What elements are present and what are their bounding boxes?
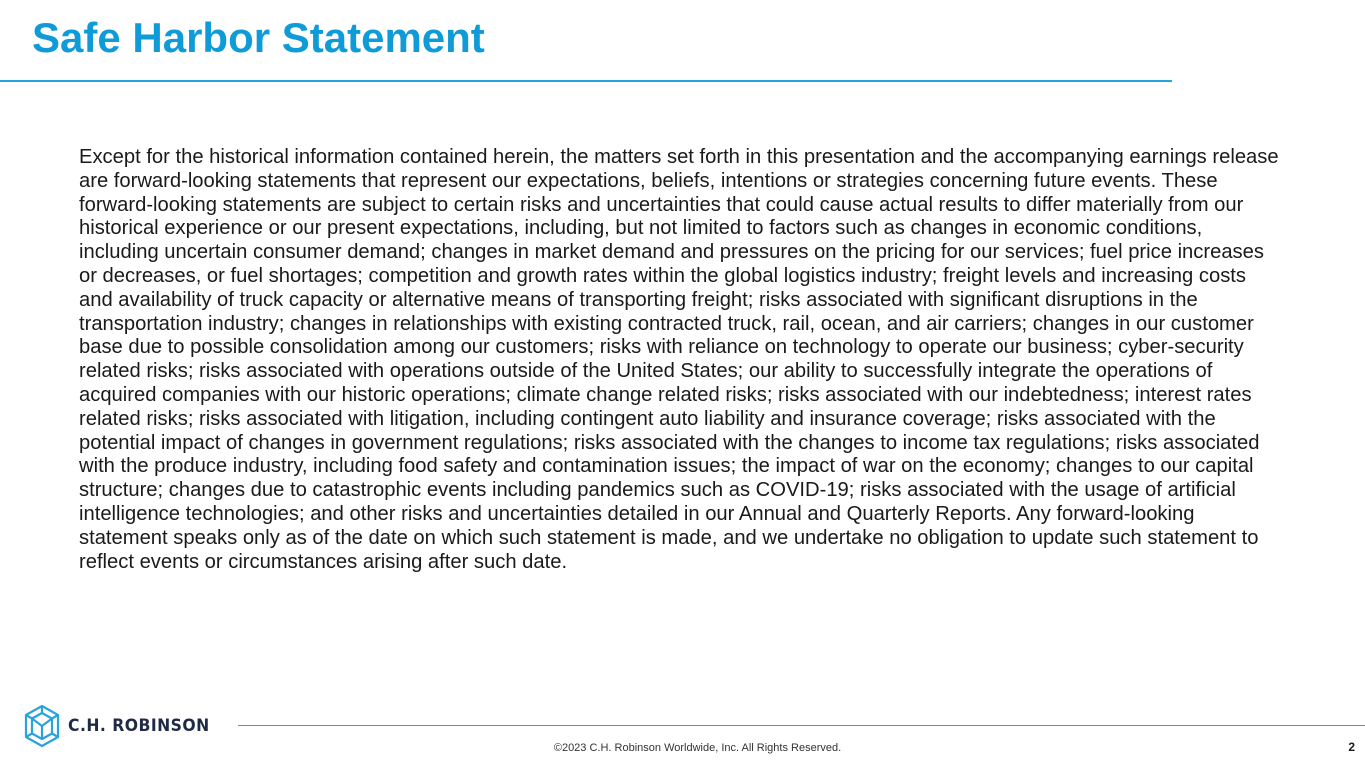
page-number: 2: [1348, 740, 1355, 754]
footer-divider: [238, 725, 1365, 726]
page-title: Safe Harbor Statement: [32, 14, 485, 61]
safe-harbor-body: Except for the historical information contained herein, the matters set forth in this presentation and the accompanying earnings release are forward-looking statements that represent our expectations, beliefs, intentions or strategies concerning future events. These forward-looking statements are subject to certain risks and uncertainties that could cause actual results to differ materially from our historical experience or our present expectations, including, but not limited to factors such as changes in economic conditions, including uncertain consumer demand; changes in market demand and pressures on the pricing for our services; fuel price increases or decreases, or fuel shortages; competition and growth rates within the global logistics industry; freight levels and increasing costs and availability of truck capacity or alternative means of transporting freight; risks associated with significant disruptions in the transportation industry; changes in relationships with existing contracted truck, rail, ocean, and air carriers; changes in our customer base due to possible consolidation among our customers; risks with reliance on technology to operate our business; cyber-security related risks; risks associated with operations outside of the United States; our ability to successfully integrate the operations of acquired companies with our historic operations; climate change related risks; risks associated with our indebtedness; interest rates related risks; risks associated with litigation, including contingent auto liability and insurance coverage; risks associated with the potential impact of changes in government regulations; risks associated with the changes to income tax regulations; risks associated with the produce industry, including food safety and contamination issues; the impact of war on the economy; changes to our capital structure; changes due to catastrophic events including pandemics such as COVID-19; risks associated with the usage of artificial intelligence technologies; and other risks and uncertainties detailed in our Annual and Quarterly Reports. Any forward-looking statement speaks only as of the date on which such statement is made, and we undertake no obligation to update such statement to reflect events or circumstances arising after such date.: [79, 146, 1279, 573]
logo-wordmark: C.H. ROBINSON: [68, 716, 210, 736]
title-divider: [0, 80, 1172, 82]
copyright-notice: ©2023 C.H. Robinson Worldwide, Inc. All Rights Reserved.: [553, 742, 842, 754]
